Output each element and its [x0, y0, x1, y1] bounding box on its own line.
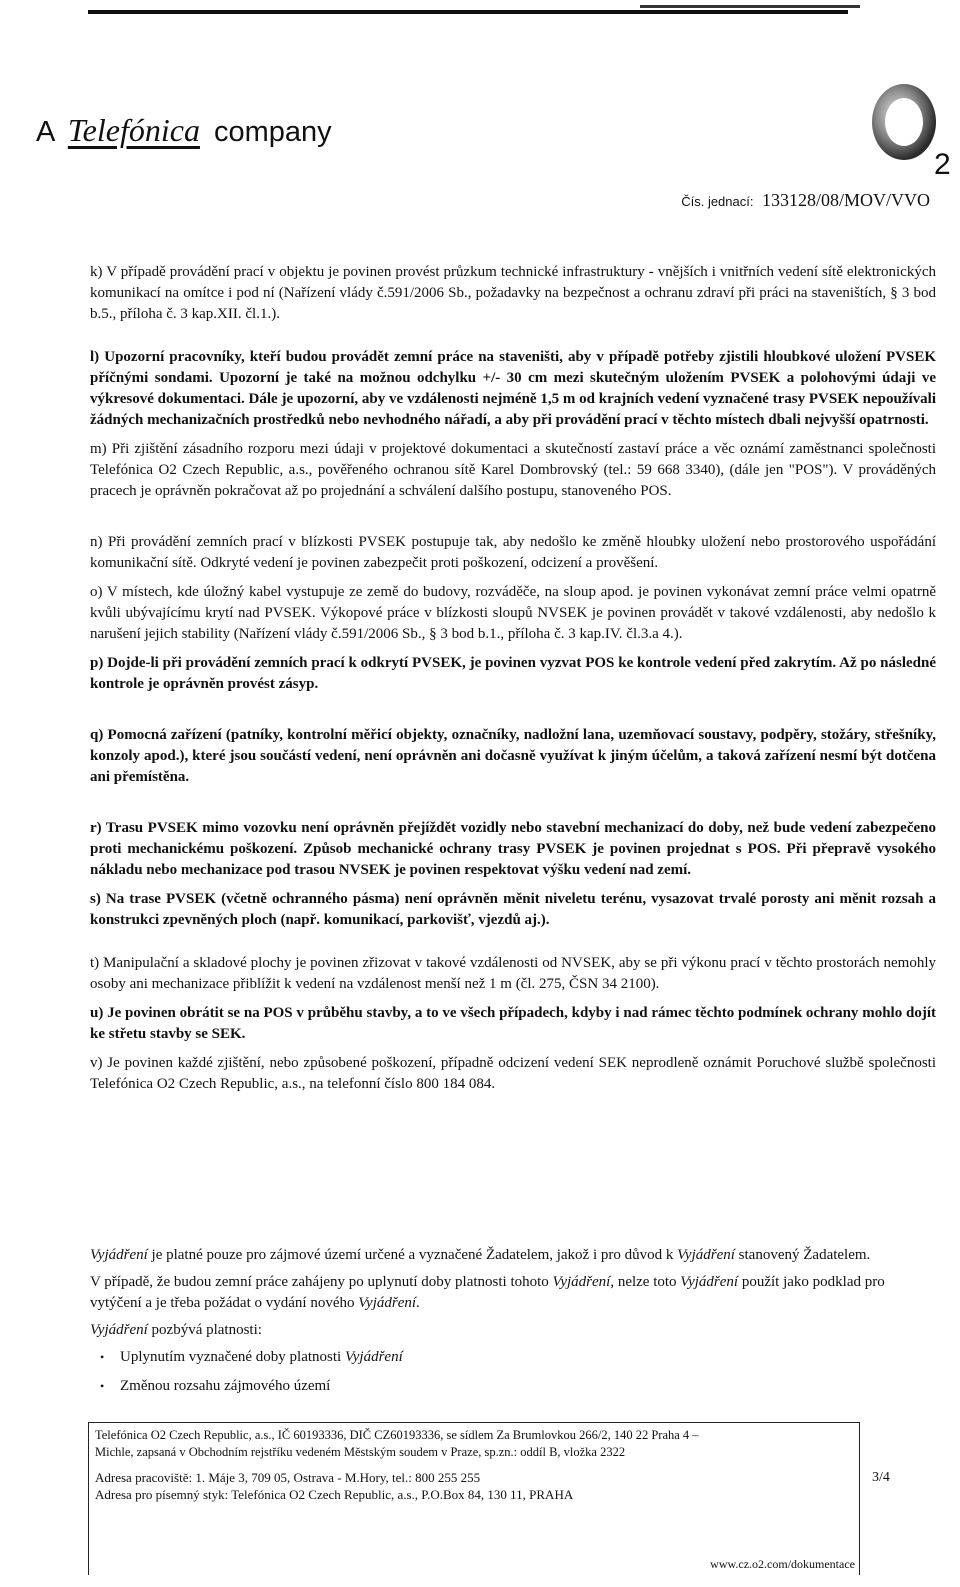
o2-logo-icon	[868, 78, 954, 178]
condition-q: q) Pomocná zařízení (patníky, kontrolní měřicí objekty, označníky, nadložní lana, uzemňovací soustavy, podpěry, stožáry, střešníky, konzoly apod.), které jsou součástí vedení, není oprávněn ani dočasně využívat k jiným účelům, a taková zařízení nesmí být dotčena ani přemístěna.	[90, 727, 936, 785]
footer-company-info: Telefónica O2 Czech Republic, a.s., IČ 60193336, DIČ CZ60193336, se sídlem Za Brumlovkou 266/2, 140 22 Praha 4 – Michle, zapsaná v Obchodním rejstříku vedeném Městským soudem v Praze, sp.zn.: oddíl B, vložka 2322	[95, 1428, 699, 1459]
footer-box	[88, 1422, 860, 1575]
footer-url: www.cz.o2.com/dokumentace	[710, 1557, 855, 1571]
brand-suffix: company	[214, 116, 332, 148]
page-number: 3/4	[872, 1470, 890, 1485]
condition-k: k) V případě provádění prací v objektu je povinen provést průzkum technické infrastruktury - vnějších i vnitřních vedení sítě elektronických komunikací na omítce i pod ní (Nařízení vlády č.591/2006 Sb., požadavky na bezpečnost a ochranu zdraví při práci na staveništích, § 3 bod b.5., příloha č. 3 kap.XII. čl.1.).	[90, 264, 936, 322]
condition-p: p) Dojde-li při provádění zemních prací k odkrytí PVSEK, je povinen vyzvat POS ke kontrole vedení před zakrytím. Až po následné kontrole je oprávněn provést zásyp.	[90, 655, 936, 692]
brand-mark: Telefónica	[67, 112, 200, 148]
top-rule	[88, 10, 848, 14]
reference-label: Čís. jednací:	[681, 194, 754, 209]
condition-r: r) Trasu PVSEK mimo vozovku není oprávněn přejíždět vozidly nebo stavební mechanizací do doby, než bude vedení zabezpečeno proti mechanickému poškození. Způsob mechanické ochrany trasy PVSEK je povinen projednat s POS. Při přepravě vysokého nákladu nebo mechanizace pod trasou NVSEK je povinen respektovat výšku vedení nad zemí.	[90, 820, 936, 878]
brand-logo	[36, 112, 332, 149]
condition-l: l) Upozorní pracovníky, kteří budou provádět zemní práce na staveništi, aby v případě potřeby zjistili hloubkové uložení PVSEK příčnými sondami. Upozorní je také na možnou odchylku +/- 30 cm mezi skutečným uložením PVSEK a polohovými údaji ve výkresové dokumentaci. Dále je upozorní, aby ve vzdálenosti nejméně 1,5 m od krajních vedení vyznačené trasy PVSEK nepoužívali žádných mechanizačních prostředků nebo nevhodného nářadí, a aby při provádění prací v těchto místech dbali nejvyšší opatrnosti.	[90, 349, 936, 428]
condition-m: m) Při zjištění zásadního rozporu mezi údaji v projektové dokumentaci a skutečností zastaví práce a věc oznámí zaměstnanci společnosti Telefónica O2 Czech Republic, a.s., pověřeného ochranou sítě Karel Dombrovský (tel.: 59 668 3340), (dále jen "POS"). V prováděných pracech je oprávněn pokračovat až po projednání a schválení dalšího postupu, stanoveného POS.	[90, 441, 936, 499]
condition-u: u) Je povinen obrátit se na POS v průběhu stavby, a to ve všech případech, kdyby i nad rámec těchto podmínek ochrany mohlo dojít ke střetu stavby se SEK.	[90, 1005, 936, 1042]
validity-scope: Vyjádření je platné pouze pro zájmové území určené a vyznačené Žadatelem, jakož i pro důvod k Vyjádření stanovený Žadatelem.	[90, 1247, 871, 1263]
bullet-icon: •	[100, 1350, 105, 1364]
validity-section	[90, 1245, 936, 1405]
validity-loss-heading: Vyjádření pozbývá platnosti:	[90, 1322, 262, 1338]
reference-value: 133128/08/MOV/VVO	[761, 190, 930, 210]
bullet-icon: •	[100, 1379, 105, 1393]
footer-addresses	[89, 1461, 859, 1503]
brand-prefix: A	[36, 116, 54, 148]
condition-o: o) V místech, kde úložný kabel vystupuje ze země do budovy, rozváděče, na sloup apod. je povinen vykonávat zemní práce velmi opatrně kvůli ubývajícímu krytí nad PVSEK. Výkopové práce v blízkosti sloupů NVSEK je povinen provádět v takové vzdálenosti, aby nedošlo k narušení jejich stability (Nařízení vlády č.591/2006 Sb., § 3 bod b.1., příloha č. 3 kap.IV. čl.3.a 4.).	[90, 584, 936, 642]
top-rule-secondary	[640, 5, 860, 8]
conditions-list	[90, 262, 936, 1095]
reference-number	[681, 190, 930, 211]
condition-n: n) Při provádění zemních prací v blízkosti PVSEK postupuje tak, aby nedošlo ke změně hloubky uložení nebo prostorového uspořádání komunikační sítě. Odkryté vedení je povinen zabezpečit proti poškození, odcizení a prověšení.	[90, 534, 936, 571]
list-item: • Uplynutím vyznačené doby platnosti Vyjádření	[110, 1347, 936, 1368]
condition-v: v) Je povinen každé zjištění, nebo způsobené poškození, případně odcizení vedení SEK neprodleně oznámit Poruchové službě společnosti Telefónica O2 Czech Republic, a.s., na telefonní číslo 800 184 084.	[90, 1055, 936, 1092]
condition-s: s) Na trase PVSEK (včetně ochranného pásma) není oprávněn měnit niveletu terénu, vysazovat trvalé porosty ani měnit rozsah a konstrukci zpevněných ploch (např. komunikací, parkovišť, vjezdů aj.).	[90, 891, 936, 928]
validity-loss-list	[90, 1347, 936, 1397]
condition-t: t) Manipulační a skladové plochy je povinen zřizovat v takové vzdálenosti od NVSEK, aby se při výkonu prací v těchto prostorách nemohly osoby ani mechanizace přiblížit k vedení na vzdálenost menší než 1 m (čl. 275, ČSN 34 2100).	[90, 955, 936, 992]
o2-subscript: 2	[934, 148, 951, 178]
validity-expiry: V případě, že budou zemní práce zahájeny po uplynutí doby platnosti tohoto Vyjádření, nelze toto Vyjádření použít jako podklad pro vytýčení a je třeba požádat o vydání nového Vyjádření.	[90, 1274, 885, 1311]
list-item: • Změnou rozsahu zájmového území	[110, 1376, 936, 1397]
footer-workplace: Adresa pracoviště: 1. Máje 3, 709 05, Ostrava - M.Hory, tel.: 800 255 255	[95, 1470, 481, 1485]
footer-postal: Adresa pro písemný styk: Telefónica O2 Czech Republic, a.s., P.O.Box 84, 130 11, PRAHA	[95, 1487, 574, 1502]
